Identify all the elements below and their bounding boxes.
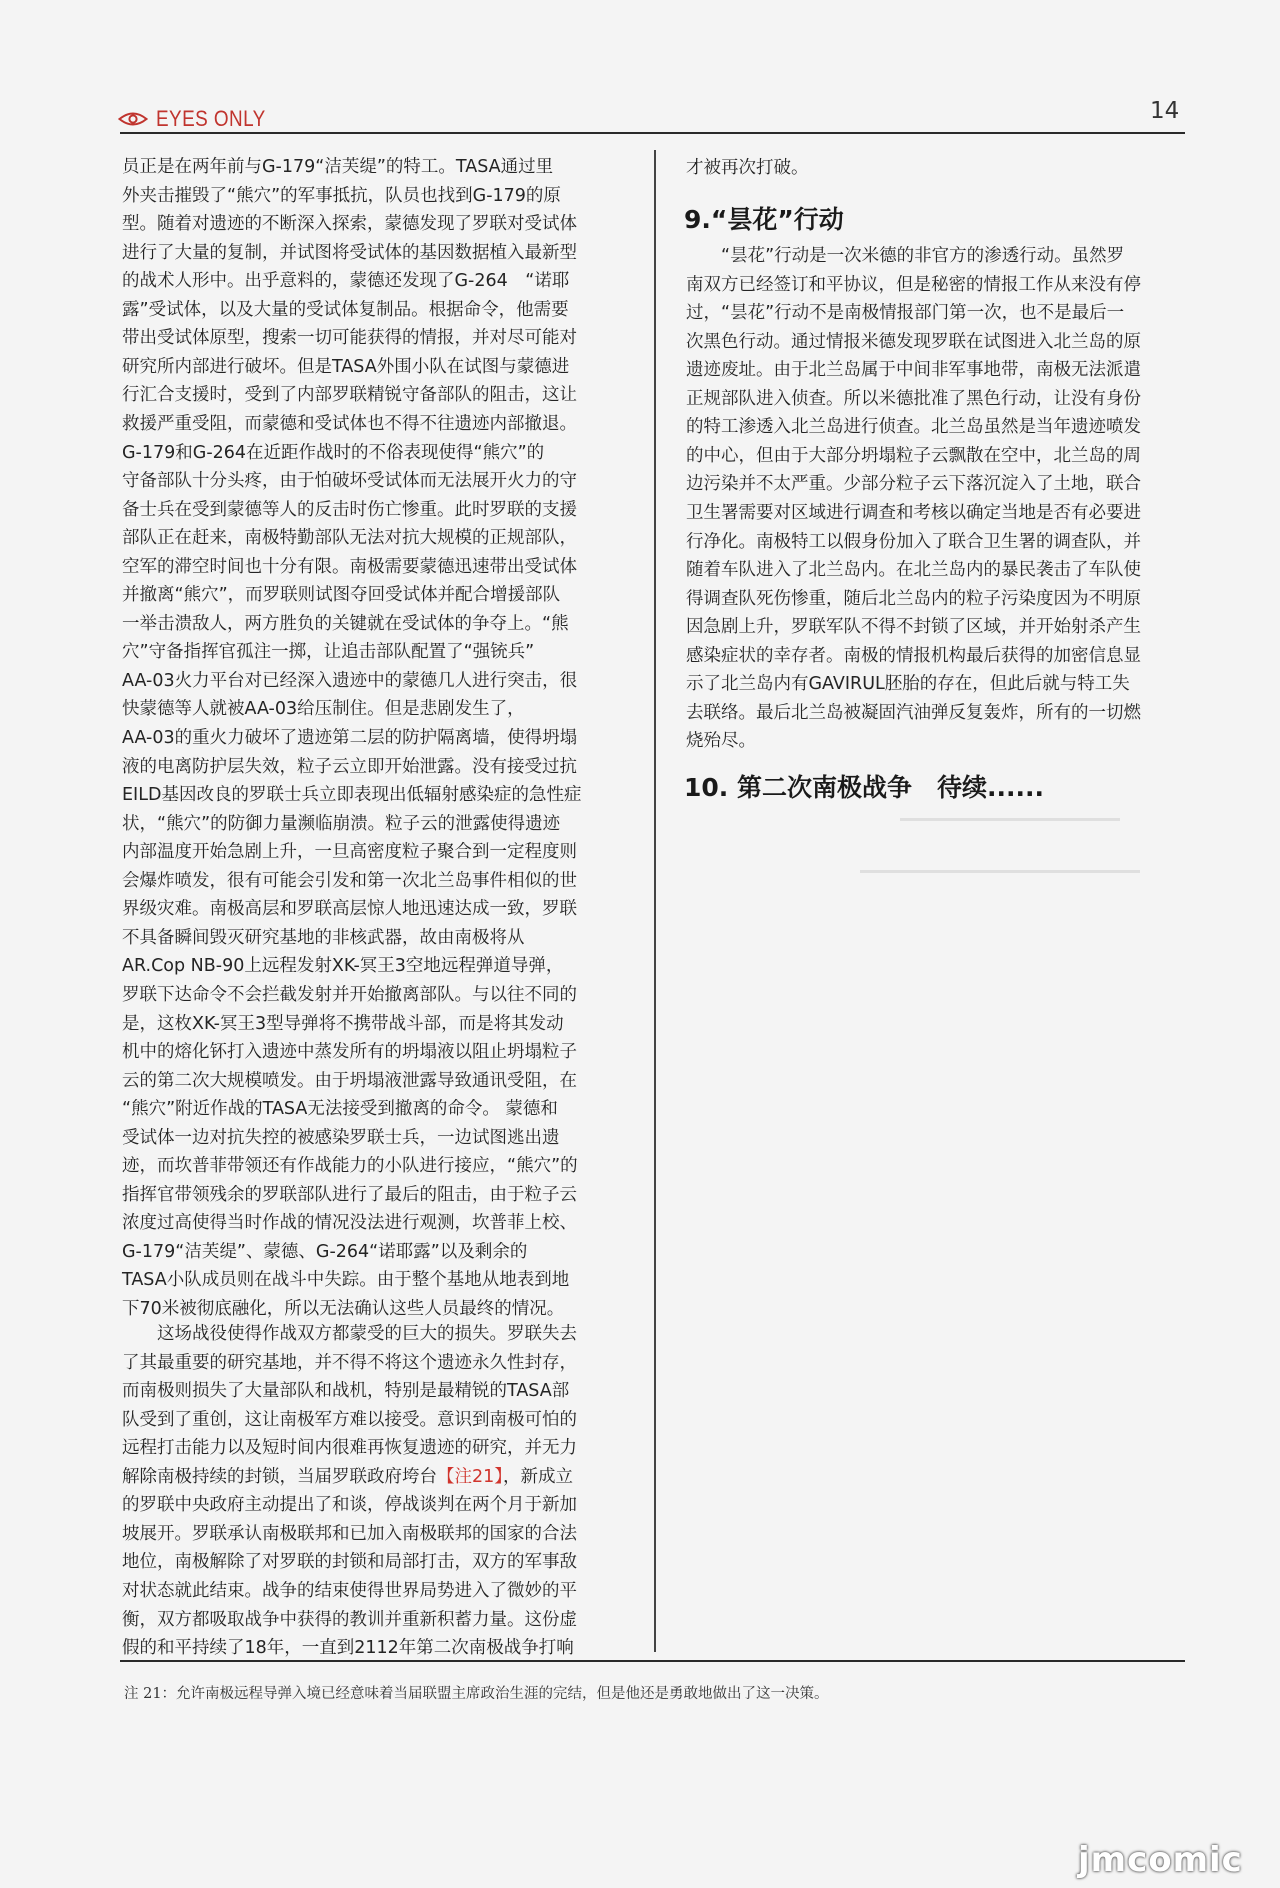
body-text-line: 型。随着对遗迹的不断深入探索，蒙德发现了罗联对受试体 — [122, 214, 577, 235]
body-text-line: 的罗联中央政府主动提出了和谈，停战谈判在两个月于新加 — [122, 1495, 577, 1516]
body-text-line: 受试体一边对抗失控的被感染罗联士兵，一边试图逃出遗 — [122, 1127, 560, 1148]
body-text-line: 下70米被彻底融化，所以无法确认这些人员最终的情况。 — [122, 1299, 565, 1319]
body-text-line: 救援严重受阻，而蒙德和受试体也不得不往遗迹内部撤退。 — [122, 413, 577, 434]
body-text-line: 罗联下达命令不会拦截发射并开始撤离部队。与以往不同的 — [122, 984, 577, 1005]
note-line-prefix: 解除南极持续的封锁，当届罗联政府垮台 — [122, 1466, 437, 1487]
body-text-line: 穴”守备指挥官孤注一掷，让追击部队配置了“强铳兵” — [122, 642, 535, 663]
body-text-line: 去联络。最后北兰岛被凝固汽油弹反复轰炸，所有的一切燃 — [686, 702, 1141, 723]
body-text-line: 的战术人形中。出乎意料的，蒙德还发现了G-264 “诺耶 — [122, 271, 570, 292]
footnote-rule — [120, 1660, 1185, 1662]
body-text-line: G-179和G-264在近距作战时的不俗表现使得“熊穴”的 — [122, 442, 545, 463]
body-text-line: 因急剧上升，罗联军队不得不封锁了区域，并开始射杀产生 — [686, 617, 1141, 638]
bleed-through-mark — [900, 818, 1120, 821]
body-text-line: 不具备瞬间毁灭研究基地的非核武器，故由南极将从 — [122, 927, 525, 948]
body-text-line: 远程打击能力以及短时间内很难再恢复遗迹的研究，并无力 — [122, 1438, 577, 1459]
body-text-line: 快蒙德等人就被AA-03给压制住。但是悲剧发生了， — [122, 699, 525, 720]
body-text-line: 机中的熔化钚打入遗迹中蒸发所有的坍塌液以阻止坍塌粒子 — [122, 1042, 577, 1063]
page-number: 14 — [1150, 98, 1180, 124]
body-text-line: 示了北兰岛内有GAVIRUL胚胎的存在，但此后就与特工失 — [686, 674, 1130, 695]
body-text-line: 地位，南极解除了对罗联的封锁和局部打击，双方的军事敌 — [122, 1552, 577, 1573]
note-line-suffix: ，新成立 — [503, 1466, 574, 1487]
body-text-line: “昙花”行动是一次米德的非官方的渗透行动。虽然罗 — [686, 246, 1125, 266]
body-text-line: 守备部队十分头疼，由于怕破坏受试体而无法展开火力的守 — [122, 471, 577, 492]
body-text-line: 员正是在两年前与G-179“洁芙缇”的特工。TASA通过里 — [122, 157, 554, 177]
body-text-line: 假的和平持续了18年，一直到2112年第二次南极战争打响 — [122, 1638, 574, 1659]
body-text-line: 对状态就此结束。战争的结束使得世界局势进入了微妙的平 — [122, 1580, 577, 1601]
body-text-line: 会爆炸喷发，很有可能会引发和第一次北兰岛事件相似的世 — [122, 870, 577, 891]
body-text-line: 指挥官带领残余的罗联部队进行了最后的阻击，由于粒子云 — [122, 1184, 577, 1205]
body-text-line: 了其最重要的研究基地，并不得不将这个遗迹永久性封存， — [122, 1352, 577, 1373]
body-text-line: 得调查队死伤惨重，随后北兰岛内的粒子污染度因为不明原 — [686, 588, 1141, 609]
body-text-line: 是，这枚XK-冥王3型导弹将不携带战斗部，而是将其发动 — [122, 1013, 564, 1034]
section-9-title: 9.“昙花”行动 — [684, 205, 844, 234]
paragraph-continuation: 才被再次打破。 — [686, 158, 809, 178]
eyes-only-logo — [118, 104, 284, 134]
body-text-line: 进行了大量的复制，并试图将受试体的基因数据植入最新型 — [122, 242, 577, 263]
body-text-line: 而南极则损失了大量部队和战机，特别是最精锐的TASA部 — [122, 1381, 570, 1402]
eye-icon — [118, 109, 148, 129]
body-text-line: 南双方已经签订和平协议，但是秘密的情报工作从来没有停 — [686, 274, 1141, 295]
body-text-line: 过，“昙花”行动不是南极情报部门第一次，也不是最后一 — [686, 303, 1125, 324]
body-text-line: 一举击溃敌人，两方胜负的关键就在受试体的争夺上。“熊 — [122, 613, 569, 634]
column-divider — [654, 150, 656, 1652]
body-text-line: 这场战役使得作战双方都蒙受的巨大的损失。罗联失去 — [122, 1324, 577, 1344]
body-text-line: 遗迹废址。由于北兰岛属于中间非军事地带，南极无法派遣 — [686, 360, 1141, 381]
body-text-line: TASA小队成员则在战斗中失踪。由于整个基地从地表到地 — [122, 1270, 570, 1291]
body-text-line: 并撤离“熊穴”，而罗联则试图夺回受试体并配合增援部队 — [122, 585, 561, 606]
body-text-line: 的特工渗透入北兰岛进行侦查。北兰岛虽然是当年遗迹喷发 — [686, 417, 1141, 438]
body-text-line: 烧殆尽。 — [686, 731, 756, 752]
body-text-line: 行净化。南极特工以假身份加入了联合卫生署的调查队，并 — [686, 531, 1141, 552]
body-text-line: 备士兵在受到蒙德等人的反击时伤亡惨重。此时罗联的支援 — [122, 499, 577, 520]
header-rule — [120, 132, 1185, 134]
body-text-line: 边污染并不太严重。少部分粒子云下落沉淀入了土地，联合 — [686, 474, 1141, 495]
body-text-line: 浓度过高使得当时作战的情况没法进行观测，坎普菲上校、 — [122, 1213, 577, 1234]
body-text-line: 状，“熊穴”的防御力量濒临崩溃。粒子云的泄露使得遗迹 — [122, 813, 561, 834]
section-10-title: 10. 第二次南极战争 待续...... — [684, 773, 1044, 802]
body-text-line: “熊穴”附近作战的TASA无法接受到撤离的命令。 蒙德和 — [122, 1099, 558, 1120]
body-text-line: 队受到了重创，这让南极军方难以接受。意识到南极可怕的 — [122, 1409, 577, 1430]
bleed-through-mark — [860, 870, 1140, 873]
logo-text: EYES ONLY — [156, 106, 266, 131]
body-text-line: 随着车队进入了北兰岛内。在北兰岛内的暴民袭击了车队使 — [686, 560, 1141, 581]
footnote: 注 21：允许南极远程导弹入境已经意味着当届联盟主席政治生涯的完结，但是他还是勇敢地做出了这一决策。 — [124, 1686, 829, 1702]
body-text-line: 迹，而坎普菲带领还有作战能力的小队进行接应，“熊穴”的 — [122, 1156, 578, 1177]
body-text-line: EILD基因改良的罗联士兵立即表现出低辐射感染症的急性症 — [122, 785, 582, 806]
body-text-line: 的中心，但由于大部分坍塌粒子云飘散在空中，北兰岛的周 — [686, 445, 1141, 466]
body-text-line: 液的电离防护层失效，粒子云立即开始泄露。没有接受过抗 — [122, 756, 577, 777]
body-text-line: 衡，双方都吸取战争中获得的教训并重新积蓄力量。这份虚 — [122, 1609, 577, 1630]
body-text-line: 界级灾难。南极高层和罗联高层惊人地迅速达成一致，罗联 — [122, 899, 577, 920]
body-text-line: 次黑色行动。通过情报米德发现罗联在试图进入北兰岛的原 — [686, 331, 1141, 352]
body-text-line: 行汇合支援时，受到了内部罗联精锐守备部队的阻击，这让 — [122, 385, 577, 406]
body-text-line: 空军的滞空时间也十分有限。南极需要蒙德迅速带出受试体 — [122, 556, 577, 577]
body-text-line: 坡展开。罗联承认南极联邦和已加入南极联邦的国家的合法 — [122, 1523, 577, 1544]
body-text-line: AR.Cop NB-90上远程发射XK-冥王3空地远程弹道导弹， — [122, 956, 564, 977]
watermark: jmcomic — [1078, 1840, 1243, 1880]
body-text-line: 感染症状的幸存者。南极的情报机构最后获得的加密信息显 — [686, 645, 1141, 666]
note-21-reference[interactable]: 【注21】 — [437, 1466, 504, 1487]
body-text-line: 云的第二次大规模喷发。由于坍塌液泄露导致通讯受阻，在 — [122, 1070, 577, 1091]
body-text-line: 研究所内部进行破坏。但是TASA外围小队在试图与蒙德进 — [122, 356, 570, 377]
body-text-line: AA-03火力平台对已经深入遗迹中的蒙德几人进行突击，很 — [122, 670, 578, 691]
body-text-line: AA-03的重火力破坏了遗迹第二层的防护隔离墙，使得坍塌 — [122, 728, 578, 748]
body-text-line: 带出受试体原型，搜索一切可能获得的情报，并对尽可能对 — [122, 328, 577, 349]
body-text-line: 部队正在赶来，南极特勤部队无法对抗大规模的正规部队， — [122, 528, 577, 549]
body-text-line: 露”受试体，以及大量的受试体复制品。根据命令，他需要 — [122, 299, 569, 320]
body-text-line-with-note — [122, 1463, 573, 1491]
body-text-line: 正规部队进入侦查。所以米德批准了黑色行动，让没有身份 — [686, 388, 1141, 409]
body-text-line: 外夹击摧毁了“熊穴”的军事抵抗，队员也找到G-179的原 — [122, 185, 561, 206]
body-text-line: 内部温度开始急剧上升，一旦高密度粒子聚合到一定程度则 — [122, 842, 577, 863]
body-text-line: G-179“洁芙缇”、蒙德、G-264“诺耶露”以及剩余的 — [122, 1241, 528, 1262]
body-text-line: 卫生署需要对区域进行调查和考核以确定当地是否有必要进 — [686, 502, 1141, 523]
